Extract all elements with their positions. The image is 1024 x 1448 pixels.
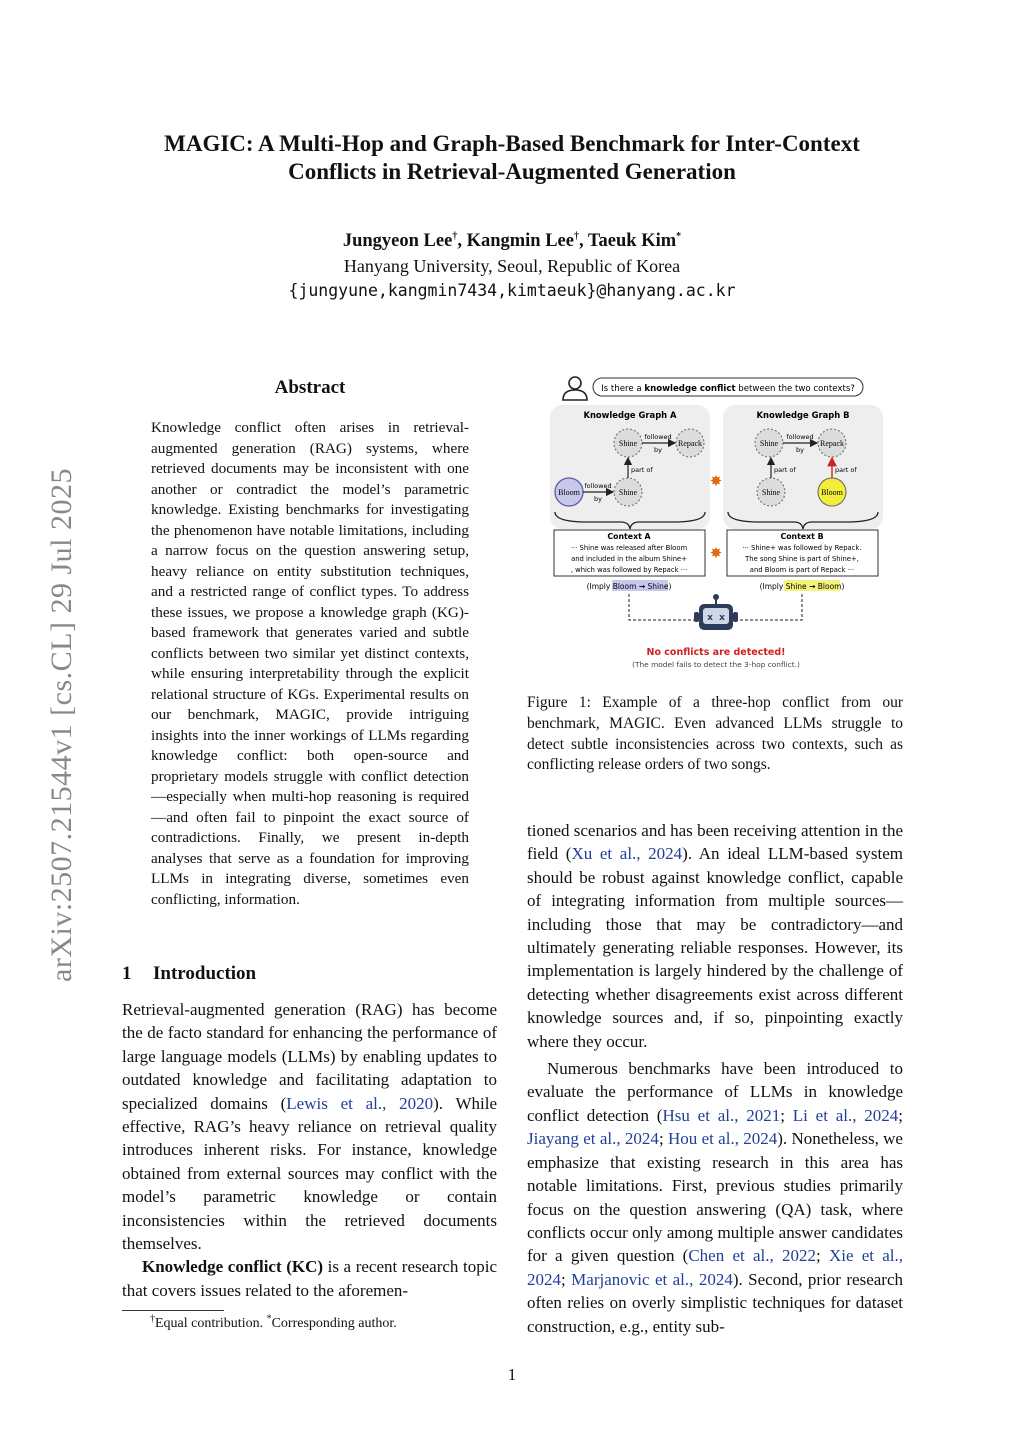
imply-b: (Imply Shine → Bloom)	[759, 582, 845, 591]
figure-1-caption: Figure 1: Example of a three-hop conflict from our benchmark, MAGIC. Even advanced LLMs struggle to detect subtle inconsistencies across two contexts, such as conflicting release orders of two songs.	[527, 694, 903, 774]
text-run: Retrieval-augmented generation (RAG) has become the de facto standard for enhancing the performance of large language models (LLMs) by enabling updates to outdated knowledge and facilitating adaptation to specialized domains (	[122, 1000, 497, 1113]
node-label: Bloom	[821, 488, 843, 497]
user-icon	[563, 377, 587, 400]
text-run: ;	[658, 1129, 668, 1149]
title-line-2: Conflicts in Retrieval-Augmented Generation	[288, 159, 736, 184]
svg-text:x: x	[719, 613, 725, 623]
citation-xu-2024[interactable]: Xu et al., 2024	[571, 844, 683, 864]
citation-lewis-2020[interactable]: Lewis et al., 2020	[286, 1093, 434, 1113]
citation-chen-2022[interactable]: Chen et al., 2022	[688, 1246, 816, 1266]
question-text: Is there a knowledge conflict between the two contexts?	[601, 384, 855, 394]
intro-paragraph-2-cont	[527, 819, 903, 1053]
text-run: ). An ideal LLM-based system should be robust against knowledge conflict, capable of integrating information from multiple sources—including those that may be contradictory—and ultimately generating reliable responses. However, its implementation is largely hindered by the challenge of detecting whether disagreements exist across different knowledge sources and, if so, pinpointing exactly where they occur.	[527, 844, 903, 1051]
author-emails[interactable]: {jungyune,kangmin7434,kimtaeuk}@hanyang.ac.kr	[288, 281, 736, 300]
context-a-line: and included in the album Shine+	[571, 555, 687, 563]
text-run: ). Second, prior research often relies on overly simplistic techniques for dataset construction, e.g., entity sub-	[527, 1269, 903, 1336]
author-3: Taeuk Kim	[587, 231, 677, 251]
kg-b-panel	[723, 405, 883, 529]
robot-icon	[694, 594, 738, 630]
node-label: Repack	[678, 439, 702, 448]
title-line-1: MAGIC: A Multi-Hop and Graph-Based Benchmark for Inter-Context	[164, 131, 860, 156]
figure-1	[547, 372, 887, 679]
footnote-mark: †	[150, 1313, 155, 1325]
node-label: Bloom	[558, 488, 580, 497]
citation-jiayang-2024[interactable]: Jiayang et al., 2024	[527, 1129, 659, 1149]
affiliation: Hanyang University, Seoul, Republic of Korea	[343, 256, 681, 276]
node-label: Repack	[820, 439, 844, 448]
figure-1-diagram	[547, 372, 887, 674]
conflict-spark-icon: ✸	[709, 472, 723, 490]
citation-hsu-2021[interactable]: Hsu et al., 2021	[662, 1105, 781, 1125]
citation-li-2024[interactable]: Li et al., 2024	[792, 1105, 899, 1125]
text-run: ;	[780, 1105, 793, 1125]
text-run: ). Nonetheless, we emphasize that existing research in this area has notable limitations. First, previous studies primarily focus on the question answering (QA) task, where conflicts occur only among multiple answer candidates for a given question (	[527, 1129, 903, 1266]
text-run-split: is a recent research topic that covers issues related to the aforemen-	[122, 1257, 497, 1300]
imply-a: (Imply Bloom → Shine)	[586, 582, 672, 591]
context-a-line: , which was followed by Repack ···	[570, 566, 688, 574]
context-b-line: ··· Shine+ was followed by Repack.	[742, 544, 862, 552]
paper-title	[100, 130, 924, 186]
kg-a-title: Knowledge Graph A	[583, 410, 677, 420]
context-a-title: Context A	[607, 532, 651, 541]
intro-paragraph-1	[122, 998, 497, 1255]
context-b-title: Context B	[780, 532, 824, 541]
term-knowledge-conflict: Knowledge conflict (KC)	[142, 1257, 324, 1277]
author-3-mark: *	[676, 230, 682, 242]
edge-label: followed	[584, 482, 612, 490]
edge-label: by	[796, 446, 804, 454]
result-subtext: (The model fails to detect the 3-hop conflict.)	[632, 660, 800, 669]
conflict-spark-icon: ✸	[709, 544, 723, 562]
connector-b	[735, 594, 802, 620]
text-run: ). While effective, RAG’s heavy reliance on retrieval quality introduces inherent risks. For instance, knowledge obtained from external sources may conflict with the model’s parametric knowledge or contain inconsistencies within the retrieved documents themselves.	[122, 1093, 497, 1254]
footnote-mark: *	[266, 1313, 272, 1325]
connector-a	[629, 594, 697, 620]
abstract-text: Knowledge conflict often arises in retrieval-augmented generation (RAG) systems, where retrieved documents may be inconsistent with one another or contradict the model’s parametric knowledge. Existing benchmarks for investigating the phenomenon have notable limitations, including a narrow focus on the question answering setup, heavy reliance on entity substitution techniques, and a restricted range of conflict types. To address these issues, we propose a knowledge graph (KG)-based framework that generates varied and subtle conflicts between two similar yet distinct contexts, while ensuring interpretability through the explicit relational structure of KGs. Experimental results on our benchmark, MAGIC, provide intriguing insights into the inner workings of LLMs regarding knowledge conflict: both open-source and proprietary models struggle with conflict detection—especially when multi-hop reasoning is required—and often fail to pinpoint the exact source of contradictions. Finally, we present in-depth analyses that serve as a foundation for improving LLMs in integrating diverse, sometimes even conflicting, information.	[151, 419, 469, 908]
text-run-split: tioned scenarios and has been receiving attention in the field (	[527, 821, 903, 864]
intro-left-column	[122, 998, 497, 1302]
kg-b-title: Knowledge Graph B	[756, 410, 850, 420]
edge-label: part of	[631, 466, 653, 474]
edge-label: part of	[835, 466, 857, 474]
intro-paragraph-3	[527, 1057, 903, 1338]
section-number: 1	[122, 963, 132, 984]
citation-marjanovic-2024[interactable]: Marjanovic et al., 2024	[571, 1269, 733, 1289]
author-2: Kangmin Lee	[466, 231, 574, 251]
edge-label: followed	[786, 433, 814, 441]
text-run: ;	[815, 1246, 829, 1266]
abstract-heading: Abstract	[274, 377, 346, 398]
footnote-text: Corresponding author.	[271, 1316, 397, 1331]
citation-xie-2024[interactable]: Xie et al., 2024	[527, 1246, 903, 1289]
section-title: Introduction	[153, 963, 257, 984]
edge-label: part of	[774, 466, 796, 474]
text-run: ;	[898, 1105, 903, 1125]
edge-label: by	[654, 446, 662, 454]
footnote-text: Equal contribution.	[155, 1316, 267, 1331]
node-label: Shine	[759, 439, 779, 448]
context-b-line: The song Shine is part of Shine+,	[745, 555, 859, 563]
context-a-line: ··· Shine was released after Bloom	[570, 544, 688, 552]
context-b-line: and Bloom is part of Repack ···	[749, 566, 855, 574]
author-1: Jungyeon Lee	[342, 231, 453, 251]
author-2-mark: †	[573, 230, 579, 242]
kg-a-panel	[550, 405, 710, 529]
citation-hou-2024[interactable]: Hou et al., 2024	[667, 1129, 778, 1149]
arxiv-identifier[interactable]: arXiv:2507.21544v1 [cs.CL] 29 Jul 2025	[45, 468, 78, 982]
page-number: 1	[507, 1365, 517, 1384]
intro-paragraph-2-start	[122, 1255, 497, 1302]
text-run: ;	[561, 1269, 572, 1289]
text-run: Numerous benchmarks have been introduced to evaluate the performance of LLMs in knowledge conflict detection (	[527, 1059, 903, 1125]
footnote	[122, 1315, 497, 1333]
node-label: Shine	[618, 439, 638, 448]
author-1-mark: †	[452, 230, 458, 242]
node-label: Shine	[761, 488, 781, 497]
author-list: Jungyeon Lee†, Kangmin Lee†, Taeuk Kim*	[342, 230, 682, 251]
section-heading-introduction	[122, 963, 256, 985]
intro-right-column	[527, 819, 903, 1338]
edge-label: by	[594, 495, 602, 503]
edge-label: followed	[644, 433, 672, 441]
result-text: No conflicts are detected!	[646, 647, 786, 658]
svg-text:x: x	[707, 613, 713, 623]
footnote-rule	[122, 1310, 224, 1311]
node-label: Shine	[618, 488, 638, 497]
